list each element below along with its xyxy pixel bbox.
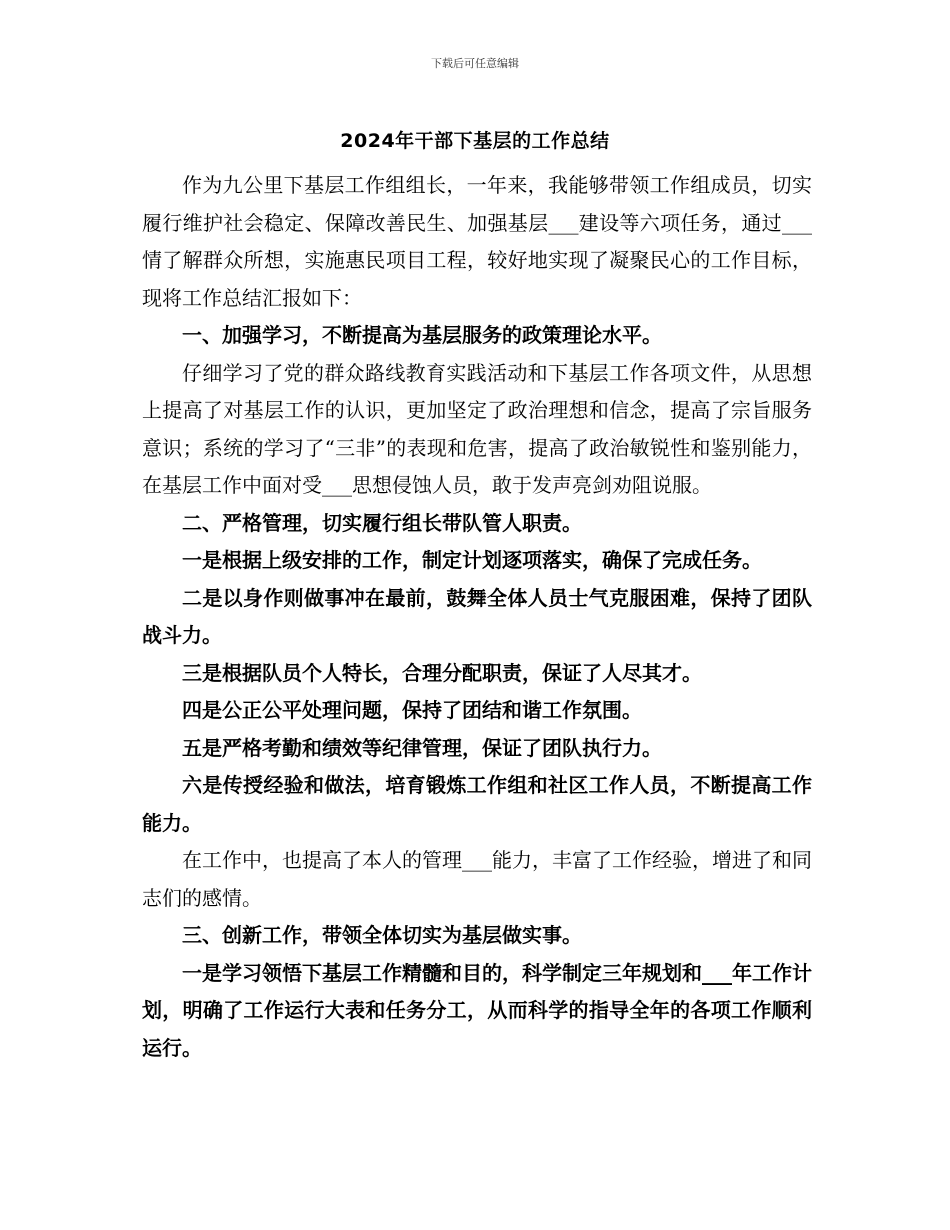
section-heading-1: 一、加强学习，不断提高为基层服务的政策理论水平。 <box>182 323 662 347</box>
list-item-innovation-1: 一是学习领悟下基层工作精髓和目的，科学制定三年规划和___年工作计划，明确了工作运行大表和任务分工，从而科学的指导全年的各项工作顺利运行。 <box>142 960 812 1060</box>
paragraph-study: 仔细学习了党的群众路线教育实践活动和下基层工作各项文件，从思想上提高了对基层工作的认识，更加坚定了政治理想和信念，提高了宗旨服务意识；系统的学习了“三非”的表现和危害，提高了政治敏锐性和鉴别能力，在基层工作中面对受___思想侵蚀人员，敢于发声亮剑劝阻说服。 <box>142 360 812 497</box>
list-item-6: 六是传授经验和做法，培育锻炼工作组和社区工作人员，不断提高工作能力。 <box>142 773 812 835</box>
header-note: 下载后可任意编辑 <box>431 57 519 70</box>
list-item-2: 二是以身作则做事冲在最前，鼓舞全体人员士气克服困难，保持了团队战斗力。 <box>142 585 812 647</box>
document-body <box>142 167 812 1067</box>
list-item-1: 一是根据上级安排的工作，制定计划逐项落实，确保了完成任务。 <box>182 548 762 572</box>
document-title: 2024年干部下基层的工作总结 <box>340 130 610 152</box>
list-item-3: 三是根据队员个人特长，合理分配职责，保证了人尽其才。 <box>182 660 702 685</box>
list-item-5: 五是严格考勤和绩效等纪律管理，保证了团队执行力。 <box>182 735 662 760</box>
paragraph-intro: 作为九公里下基层工作组组长，一年来，我能够带领工作组成员，切实履行维护社会稳定、保障改善民生、加强基层___建设等六项任务，通过___情了解群众所想，实施惠民项目工程，较好地实现了凝聚民心的工作目标，现将工作总结汇报如下： <box>142 173 812 310</box>
section-heading-2: 二、严格管理，切实履行组长带队管人职责。 <box>182 510 582 535</box>
paragraph-management: 在工作中，也提高了本人的管理___能力，丰富了工作经验，增进了和同志们的感情。 <box>142 848 812 910</box>
list-item-4: 四是公正公平处理问题，保持了团结和谐工作氛围。 <box>182 698 642 722</box>
section-heading-3: 三、创新工作，带领全体切实为基层做实事。 <box>182 923 582 947</box>
